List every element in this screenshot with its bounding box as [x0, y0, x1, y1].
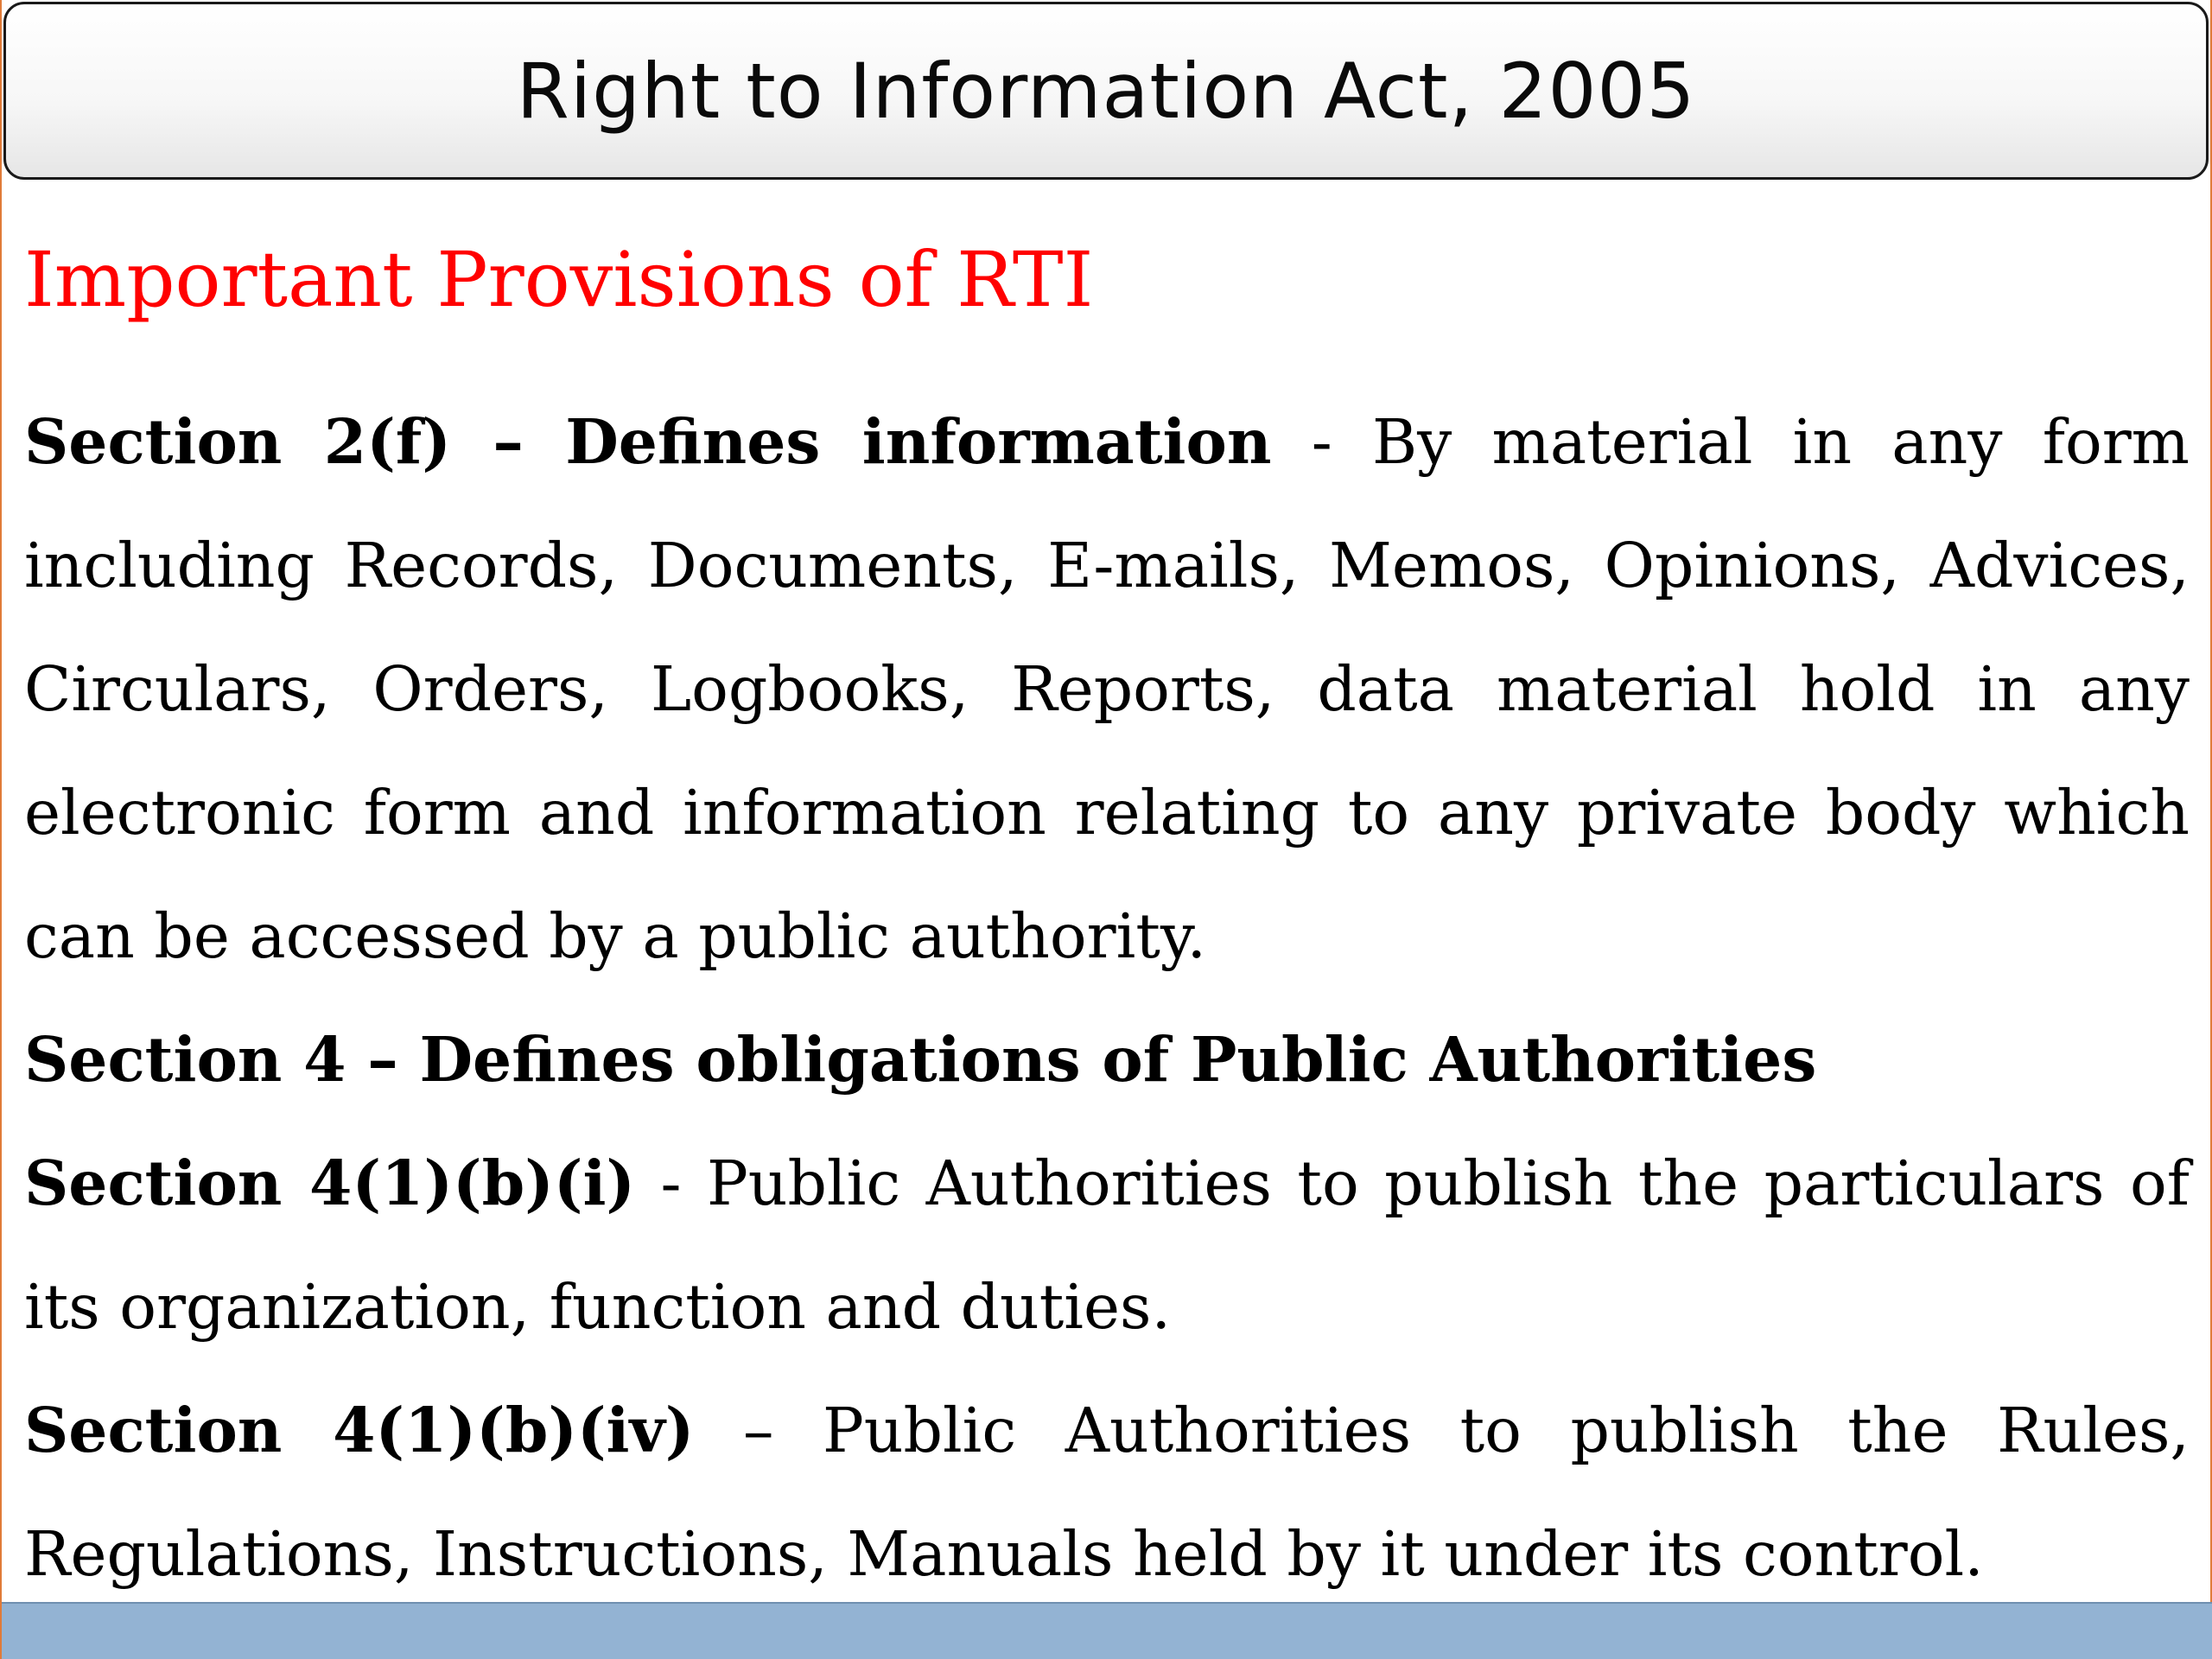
footer-bar — [2, 1602, 2212, 1659]
provision-separator: - — [1271, 406, 1372, 478]
title-banner — [3, 2, 2209, 180]
provision-text: Public Authorities to publish the Rules, Regulations, Instructions, Manuals held by it under its control. — [24, 1395, 2190, 1590]
provision-separator: - — [635, 1147, 707, 1219]
provision-text: Public Authorities to publish the particulars of its organization, function and duties. — [24, 1147, 2190, 1343]
provision-separator: – — [694, 1395, 823, 1466]
provision-paragraph — [24, 1369, 2190, 1616]
section-heading: Important Provisions of RTI — [24, 235, 1094, 324]
provision-paragraph — [24, 998, 2190, 1122]
provision-paragraph — [24, 380, 2190, 998]
provision-text: By material in any form including Records, Documents, E-mails, Memos, Opinions, Advices, Circulars, Orders, Logbooks, Reports, data material hold in any electronic form and information relating to any private body which can be accessed by a public authority. — [24, 406, 2190, 972]
provision-paragraph — [24, 1122, 2190, 1369]
provision-section-label: Section 2(f) – Defines information — [24, 405, 1272, 478]
provision-section-label: Section 4(1)(b)(i) — [24, 1147, 636, 1219]
page-title: Right to Information Act, 2005 — [516, 46, 1696, 136]
provision-section-label: Section 4(1)(b)(iv) — [24, 1394, 695, 1466]
provision-section-label: Section 4 – Defines obligations of Public Authorities — [24, 1023, 1817, 1096]
provisions-list — [24, 380, 2190, 1616]
